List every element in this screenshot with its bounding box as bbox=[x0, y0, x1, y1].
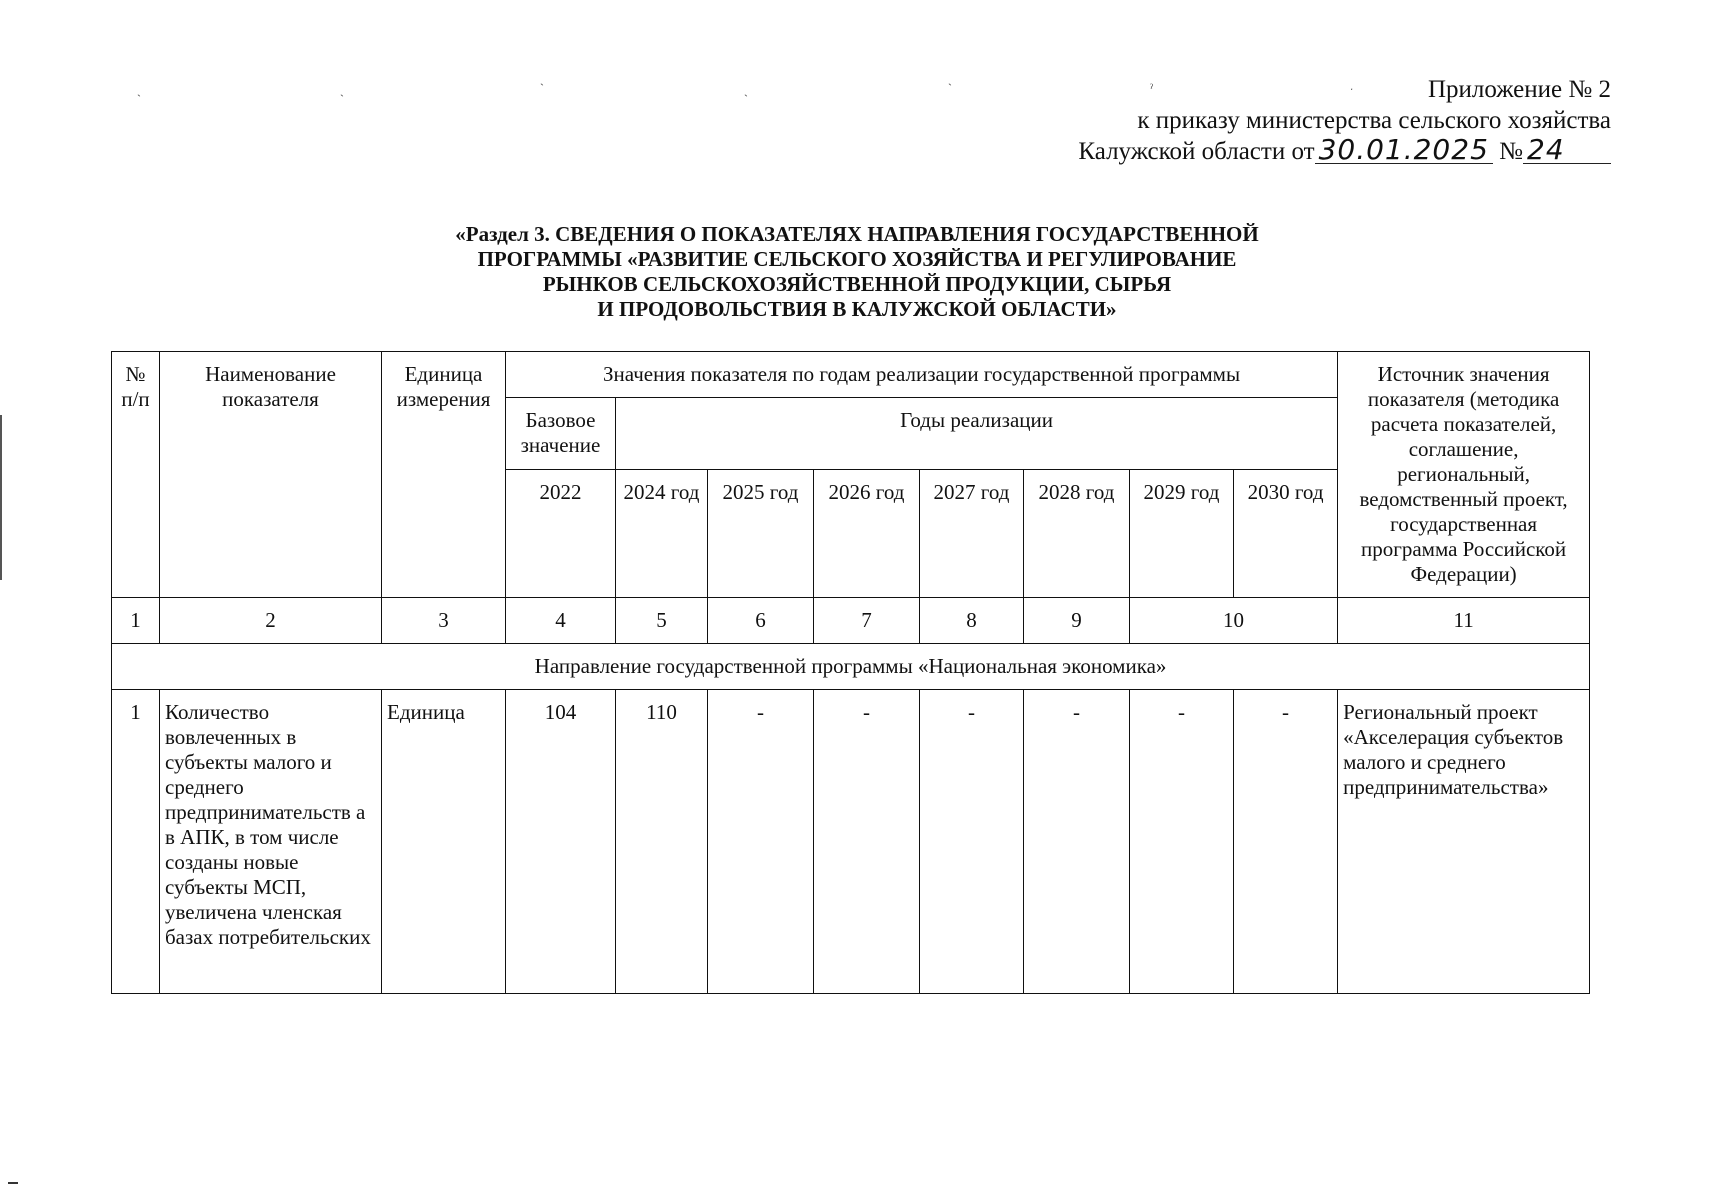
table-header-row bbox=[112, 352, 1590, 398]
header-year: 2030 год bbox=[1234, 470, 1338, 598]
header-values-group: Значения показателя по годам реализации государственной программы bbox=[506, 352, 1338, 398]
header-year: 2024 год bbox=[616, 470, 708, 598]
header-num: № п/п bbox=[112, 352, 160, 598]
row-indicator-name: Количество вовлеченных в субъекты малого и среднего предпринимательств а в АПК, в том числе созданы новые субъекты МСП, увеличена членская базах потребительских bbox=[160, 690, 382, 994]
row-year-value: - bbox=[1234, 690, 1338, 994]
column-number: 7 bbox=[814, 598, 920, 644]
column-number: 3 bbox=[382, 598, 506, 644]
header-unit: Единица измерения bbox=[382, 352, 506, 598]
appendix-region-text: Калужской области от bbox=[1078, 138, 1315, 165]
handwritten-number: 24 bbox=[1523, 137, 1611, 164]
header-year: 2028 год bbox=[1024, 470, 1130, 598]
title-line: РЫНКОВ СЕЛЬСКОХОЗЯЙСТВЕННОЙ ПРОДУКЦИИ, СЫРЬЯ bbox=[542, 272, 1172, 296]
row-unit: Единица bbox=[382, 690, 506, 994]
document-title bbox=[0, 222, 1714, 322]
column-number: 4 bbox=[506, 598, 616, 644]
scan-mark: ˀ bbox=[1150, 81, 1153, 95]
column-number: 10 bbox=[1130, 598, 1338, 644]
scan-mark: ˎ bbox=[744, 83, 748, 97]
scan-mark: ˎ bbox=[340, 83, 344, 97]
title-line: ПРОГРАММЫ «РАЗВИТИЕ СЕЛЬСКОГО ХОЗЯЙСТВА И РЕГУЛИРОВАНИЕ bbox=[477, 247, 1237, 271]
header-base-year: 2022 bbox=[506, 470, 616, 598]
header-year: 2029 год bbox=[1130, 470, 1234, 598]
scan-edge-mark bbox=[8, 1182, 18, 1184]
scan-mark: ˋ bbox=[540, 81, 544, 95]
title-line: И ПРОДОВОЛЬСТВИЯ В КАЛУЖСКОЙ ОБЛАСТИ» bbox=[597, 297, 1117, 321]
column-number: 6 bbox=[708, 598, 814, 644]
column-number: 1 bbox=[112, 598, 160, 644]
number-sign: № bbox=[1499, 138, 1523, 165]
row-year-value: - bbox=[1130, 690, 1234, 994]
column-number-row bbox=[112, 598, 1590, 644]
header-source: Источник значения показателя (методика расчета показателей, соглашение, региональный, ведомственный проект, государственная программа Российской Федерации) bbox=[1338, 352, 1590, 598]
row-year-value: - bbox=[708, 690, 814, 994]
appendix-number: Приложение № 2 bbox=[1427, 76, 1611, 103]
row-source: Региональный проект «Акселерация субъектов малого и среднего предпринимательства» bbox=[1338, 690, 1590, 994]
scan-mark: ˎ bbox=[137, 83, 141, 97]
header-year: 2026 год bbox=[814, 470, 920, 598]
scan-edge-mark bbox=[0, 415, 2, 580]
column-number: 8 bbox=[920, 598, 1024, 644]
table-row bbox=[112, 690, 1590, 994]
appendix-date-line bbox=[1078, 133, 1611, 167]
section-title: Направление государственной программы «Национальная экономика» bbox=[112, 644, 1590, 690]
column-number: 5 bbox=[616, 598, 708, 644]
row-num: 1 bbox=[112, 690, 160, 994]
column-number: 11 bbox=[1338, 598, 1590, 644]
header-years-group: Годы реализации bbox=[616, 398, 1338, 470]
title-line: «Раздел 3. СВЕДЕНИЯ О ПОКАЗАТЕЛЯХ НАПРАВЛЕНИЯ ГОСУДАРСТВЕННОЙ bbox=[455, 222, 1259, 246]
handwritten-date: 30.01.2025 bbox=[1315, 137, 1493, 164]
appendix-order-reference: к приказу министерства сельского хозяйства bbox=[1137, 107, 1611, 134]
row-base-value: 104 bbox=[506, 690, 616, 994]
row-year-value: 110 bbox=[616, 690, 708, 994]
scan-mark: ˑ bbox=[1350, 83, 1354, 97]
column-number: 2 bbox=[160, 598, 382, 644]
column-number: 9 bbox=[1024, 598, 1130, 644]
indicators-table bbox=[111, 351, 1590, 994]
header-year: 2025 год bbox=[708, 470, 814, 598]
scan-mark: ˋ bbox=[948, 81, 952, 95]
row-year-value: - bbox=[1024, 690, 1130, 994]
row-year-value: - bbox=[814, 690, 920, 994]
section-row bbox=[112, 644, 1590, 690]
header-base: Базовое значение bbox=[506, 398, 616, 470]
header-year: 2027 год bbox=[920, 470, 1024, 598]
header-name: Наименование показателя bbox=[160, 352, 382, 598]
row-year-value: - bbox=[920, 690, 1024, 994]
appendix-header bbox=[1078, 74, 1611, 167]
